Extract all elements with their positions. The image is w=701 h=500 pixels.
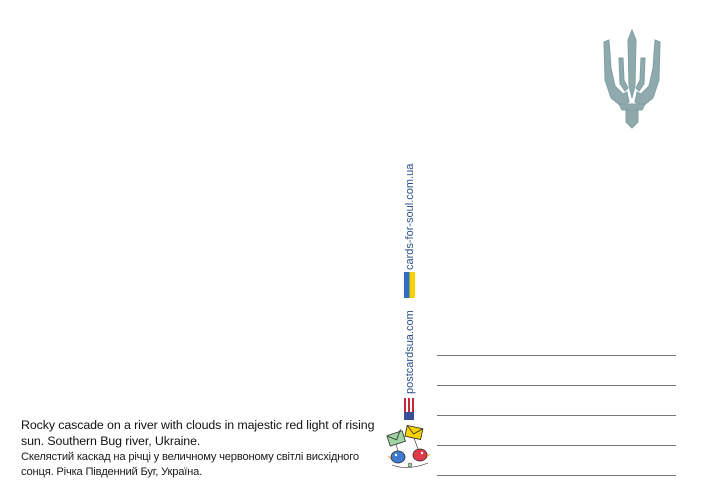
caption-ukrainian: Скелястий каскад на річці у величному червоному світлі висхідного сонця. Річка Південний Буг, Україна.	[21, 451, 359, 478]
address-line-1	[437, 355, 676, 356]
postcard-caption	[21, 417, 381, 480]
postcard-birds-logo-icon	[384, 425, 440, 473]
address-line-2	[437, 385, 676, 386]
caption-english: Rocky cascade on a river with clouds in majestic red light of rising sun. Southern Bug river, Ukraine.	[21, 418, 375, 448]
ukraine-flag-icon	[404, 272, 415, 298]
address-line-4	[437, 445, 676, 446]
address-line-5	[437, 475, 676, 476]
address-line-3	[437, 415, 676, 416]
vertical-site-strip	[396, 150, 426, 430]
site-cardsforsoul-text[interactable]: cards-for-soul.com.ua	[404, 163, 416, 270]
trident-icon	[599, 28, 665, 130]
us-flag-icon	[404, 398, 414, 420]
site-postcardsua-text[interactable]: postcardsua.com	[404, 310, 416, 394]
